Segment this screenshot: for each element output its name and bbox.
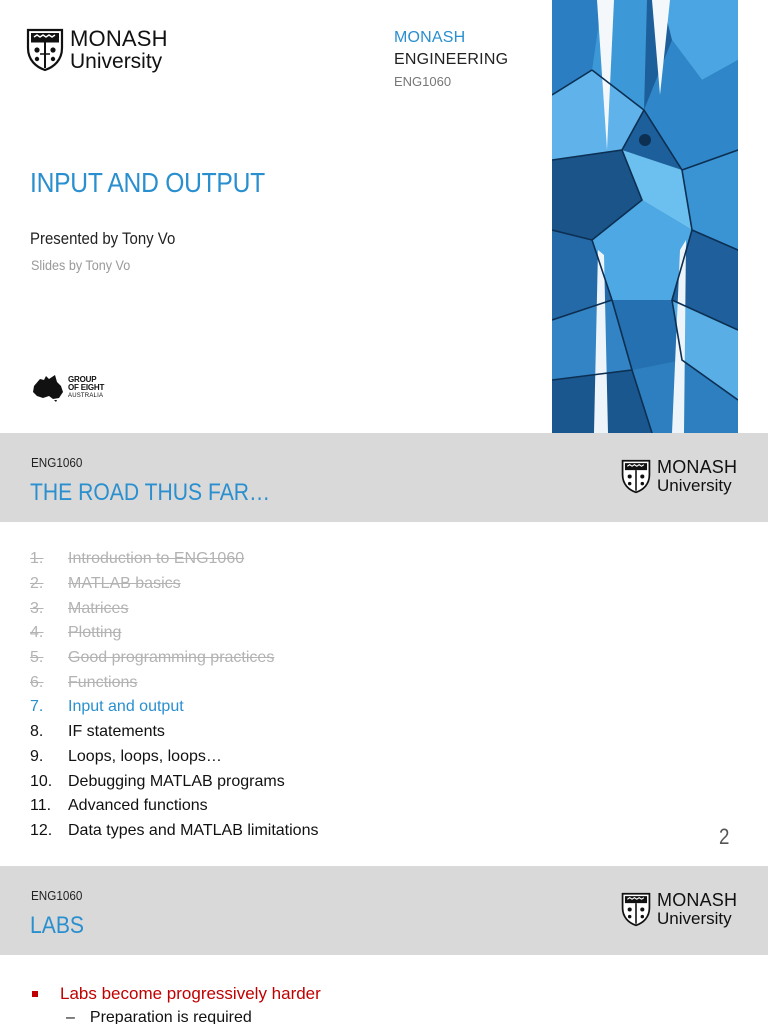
- topic-item: 8. IF statements: [30, 723, 165, 741]
- slides-by-line: Slides by Tony Vo: [31, 257, 131, 273]
- monash-crest-icon: [26, 28, 64, 72]
- logo-word-university: University: [70, 50, 163, 73]
- monash-logo: [26, 28, 168, 72]
- monash-logo: [621, 458, 737, 494]
- monash-crest-icon: [621, 892, 651, 927]
- logo-word-university: University: [657, 476, 732, 495]
- bullet-item: [30, 984, 321, 1004]
- slide-header: [0, 866, 768, 955]
- unit-code: ENG1060: [31, 455, 83, 470]
- title-slide: [0, 0, 768, 433]
- bullet-text: Labs become progressively harder: [60, 984, 321, 1003]
- page-number: 2: [719, 824, 730, 849]
- slide-title: INPUT AND OUTPUT: [30, 167, 265, 198]
- labs-slide: [0, 866, 768, 1024]
- unit-code: ENG1060: [31, 888, 83, 903]
- architecture-photo: [552, 0, 738, 433]
- topic-item-current: 7. Input and output: [30, 698, 184, 716]
- faculty-monash: MONASH: [394, 29, 466, 46]
- topic-item: 9. Loops, loops, loops…: [30, 747, 222, 765]
- topic-item: 3. Matrices: [30, 599, 129, 617]
- logo-word-monash: MONASH: [657, 457, 738, 477]
- faculty-block: [394, 29, 508, 89]
- go8-line1: GROUP: [68, 375, 97, 384]
- go8-line2: OF EIGHT: [68, 383, 105, 392]
- topic-list: [30, 547, 318, 843]
- topic-item: 10. Debugging MATLAB programs: [30, 772, 285, 790]
- topic-item: 2. MATLAB basics: [30, 575, 181, 593]
- logo-word-monash: MONASH: [70, 26, 168, 51]
- topic-item: 6. Functions: [30, 673, 138, 691]
- australia-map-icon: [31, 374, 65, 402]
- topic-item: 11. Advanced functions: [30, 797, 208, 815]
- bullet-square-icon: [32, 991, 38, 997]
- presenter-line: Presented by Tony Vo: [30, 229, 176, 248]
- topic-item: 12. Data types and MATLAB limitations: [30, 821, 319, 839]
- sub-bullet-item: [66, 1009, 252, 1024]
- slide-title: LABS: [30, 912, 85, 939]
- logo-word-monash: MONASH: [657, 890, 738, 910]
- road-so-far-slide: [0, 433, 768, 866]
- go8-line3: AUSTRALIA: [68, 393, 104, 399]
- faculty-engineering: ENGINEERING: [394, 51, 509, 68]
- topic-item: 5. Good programming practices: [30, 649, 275, 667]
- sub-bullet-text: Preparation is required: [89, 1009, 252, 1024]
- topic-item: 4. Plotting: [30, 624, 122, 642]
- group-of-eight-logo: [31, 374, 104, 402]
- monash-logo: [621, 891, 737, 927]
- slide-header: [0, 433, 768, 522]
- topic-item: 1. Introduction to ENG1060: [30, 550, 245, 568]
- monash-crest-icon: [621, 459, 651, 494]
- dash-icon: –: [66, 1009, 75, 1024]
- unit-code: ENG1060: [394, 74, 452, 89]
- logo-word-university: University: [657, 909, 732, 928]
- slide-title: THE ROAD THUS FAR…: [30, 479, 271, 506]
